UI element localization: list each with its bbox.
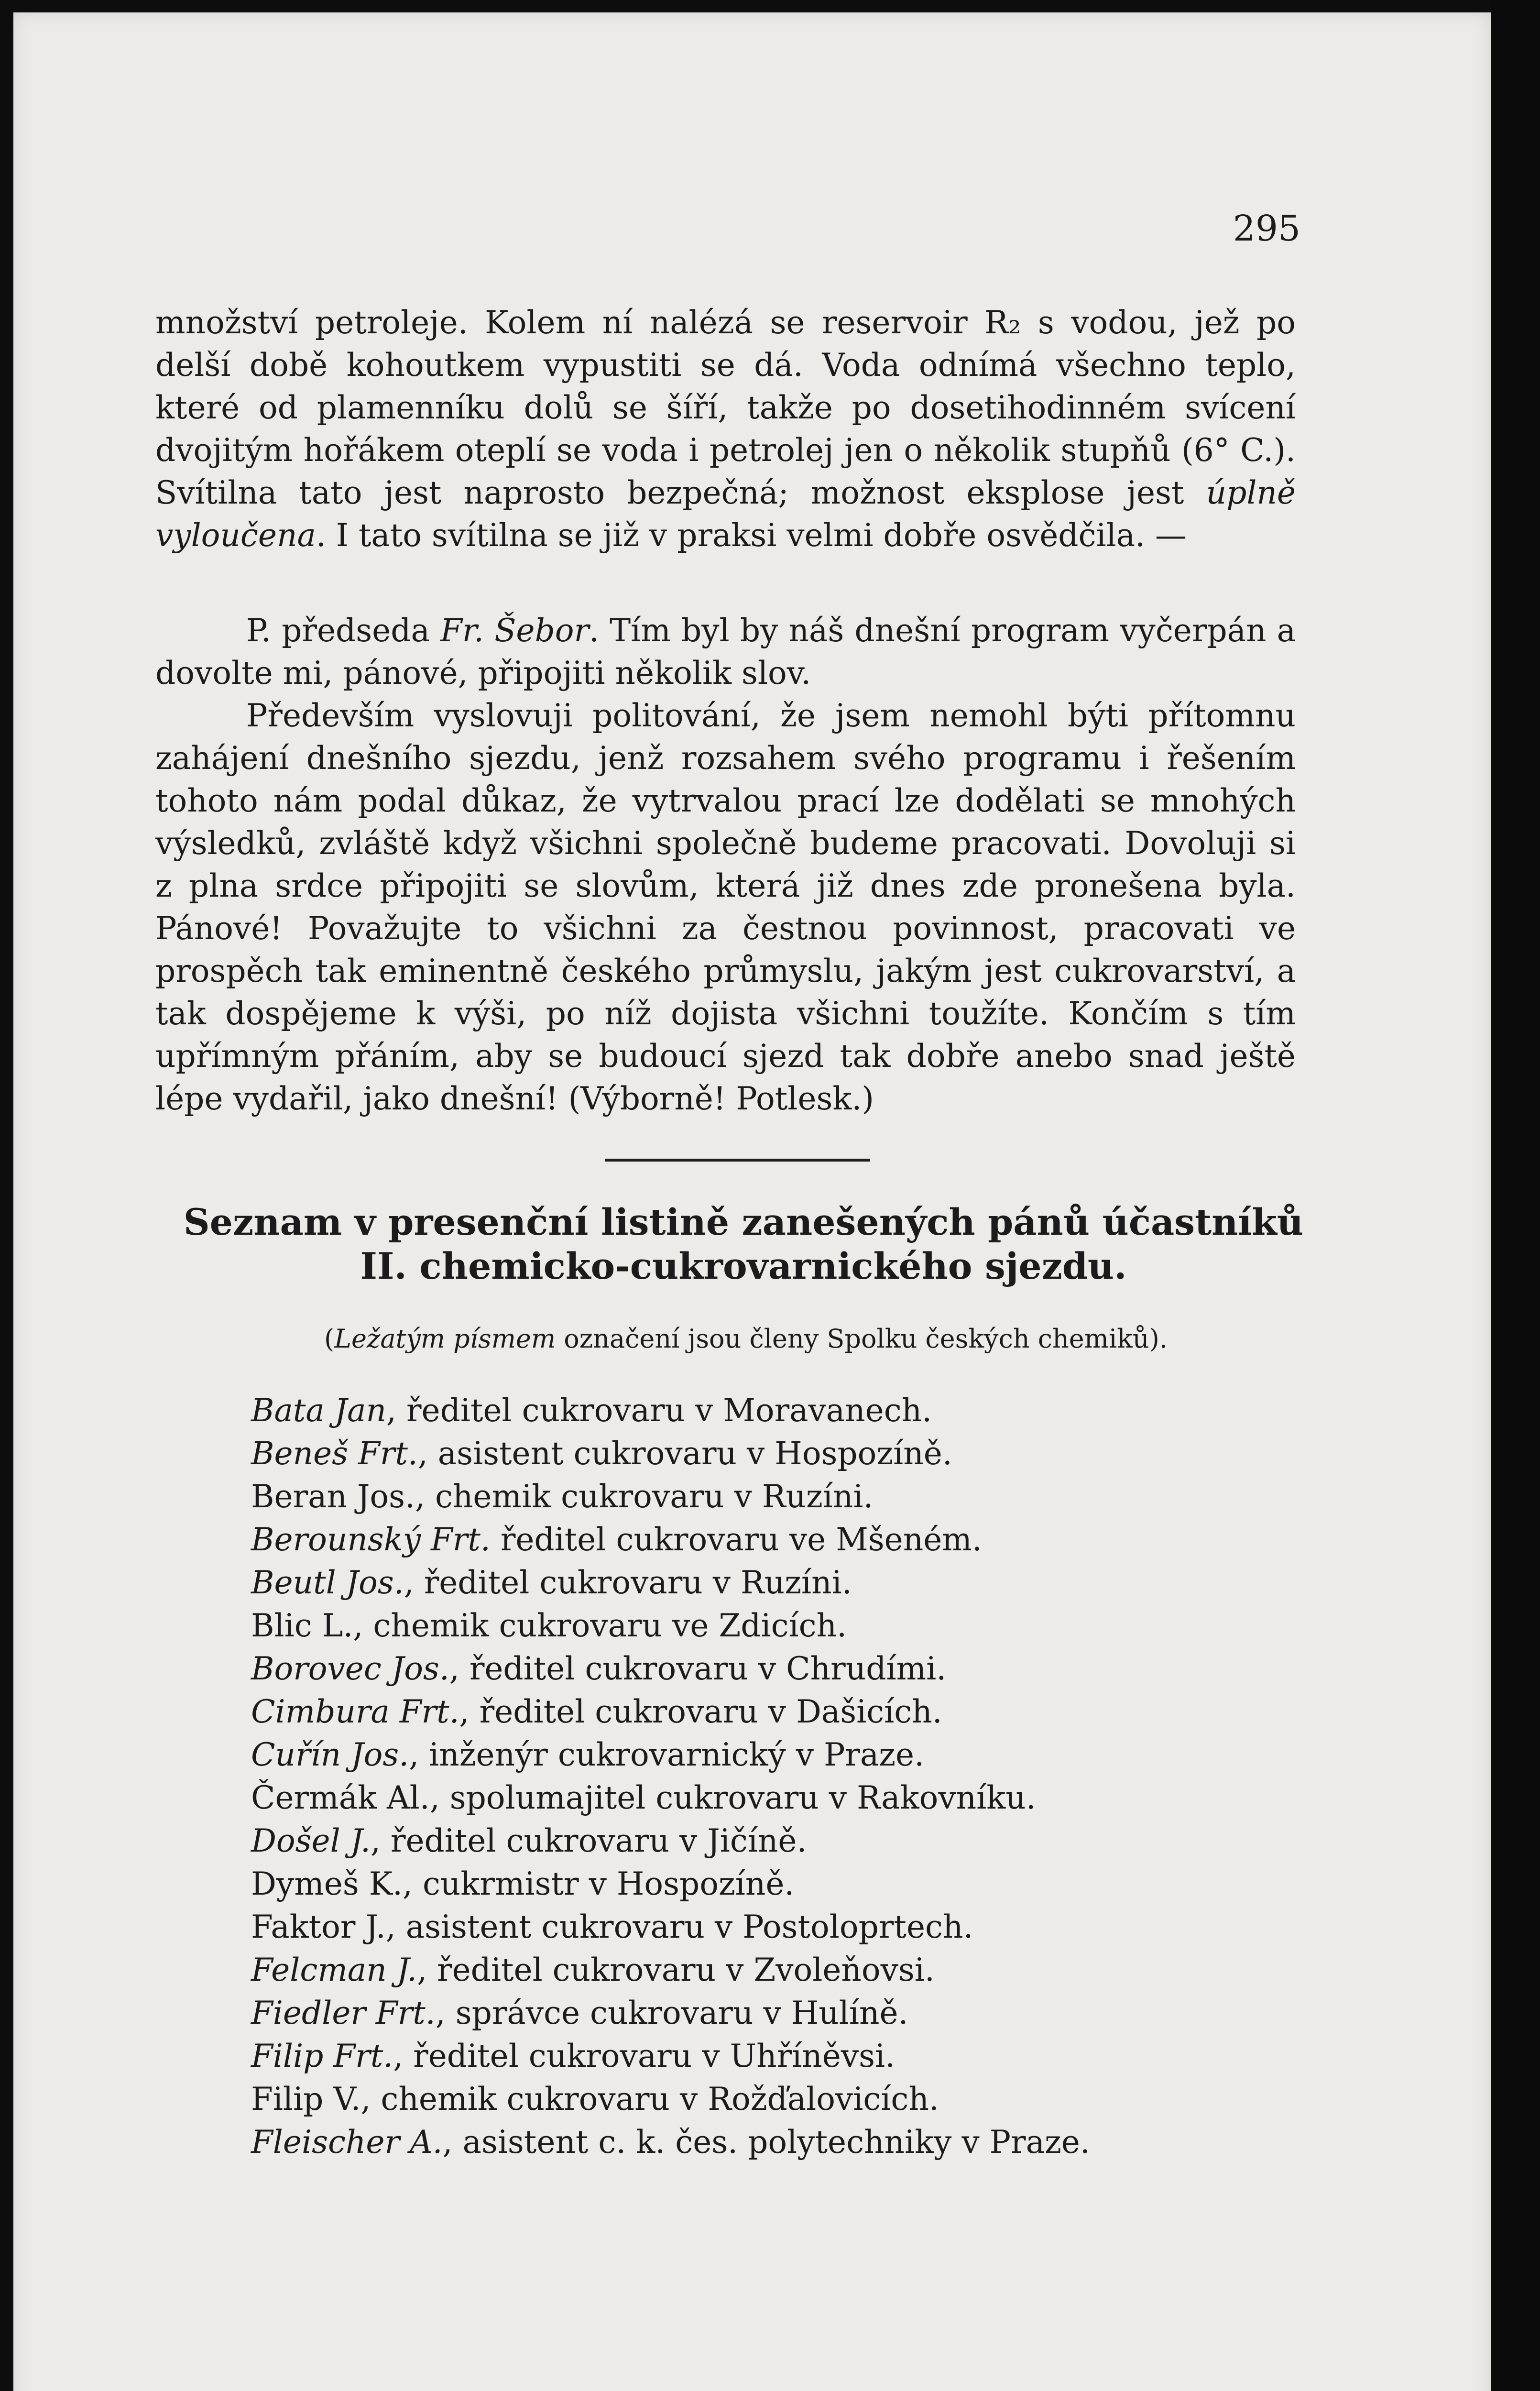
participant-role: , chemik cukrovaru ve Zdicích. [353,1607,847,1644]
note-rest: označení jsou členy Spolku českých chemiků). [556,1324,1168,1354]
participant-role: ředitel cukrovaru ve Mšeném. [490,1521,982,1558]
paragraph-chairman [155,609,1296,694]
paragraph-closing-speech [155,694,1296,1120]
participant-role: , asistent cukrovaru v Postoloprtech. [385,1908,973,1945]
text-run-italic: Fr. Šebor [440,612,590,649]
participant-role: , inženýr cukrovarnický v Praze. [409,1736,925,1773]
participant-item [251,1733,1351,1777]
participant-role: , ředitel cukrovaru v Ruzíni. [404,1564,852,1601]
participant-name: Berounský Frt. [251,1521,491,1558]
participant-name: Faktor J. [251,1908,386,1945]
participant-item [251,1432,1351,1475]
participant-role: , ředitel cukrovaru v Zvoleňovsi. [417,1952,935,1988]
participant-role: , cukrmistr v Hospozíně. [402,1865,795,1902]
participant-item [251,1561,1351,1604]
note-italic: Ležatým písmem [334,1324,556,1354]
participant-item [251,1647,1351,1690]
participant-role: , ředitel cukrovaru v Chrudími. [449,1650,947,1687]
participant-name: Cuřín Jos. [251,1736,409,1773]
participant-name: Blic L. [251,1607,353,1644]
list-heading: Seznam v presenční listině zanešených pánů účastníků II. chemicko-cukrovarnického sjezdu. [183,1201,1304,1287]
text-run: Především vyslovuji politování, že jsem nemohl býti přítomnu zahájení dnešního sjezdu, jenž rozsahem svého programu i řešením tohoto nám podal důkaz, že vytrvalou prací lze dodělati se mnohých výsledků, zvláště když všichni společně budeme pracovati. Dovoluji si z plna srdce připojiti se slovům, která již dnes zde pronešena byla. Pánové! Považujte to všichni za čestnou povinnost, pracovati ve prospěch tak eminentně českého průmyslu, jakým jest cukrovarství, a tak dospějeme k výši, po níž dojista všichni toužíte. Končím s tím upřímným přáním, aby se budoucí sjezd tak dobře anebo snad ještě lépe vydařil, jako dnešní! (Výborně! Potlesk.) [155,697,1296,1117]
participant-name: Beneš Frt. [251,1435,418,1472]
participant-item [251,2078,1351,2121]
participant-item [251,1992,1351,2035]
participant-name: Fleischer A. [251,2124,443,2161]
participant-item [251,2121,1351,2164]
participant-item [251,1777,1351,1820]
participant-name: Čermák Al. [251,1779,430,1816]
participant-name: Bata Jan [251,1392,387,1429]
body-text [155,301,1296,1120]
page-number: 295 [1233,208,1300,249]
participant-name: Cimbura Frt. [251,1693,459,1730]
participant-item [251,1389,1351,1432]
participant-name: Dymeš K. [251,1865,403,1902]
participant-name: Borovec Jos. [251,1650,449,1687]
participant-name: Beutl Jos. [251,1564,404,1601]
participant-item [251,1949,1351,1992]
participant-item [251,1820,1351,1863]
section-divider [605,1159,870,1162]
participant-role: , asistent cukrovaru v Hospozíně. [417,1435,952,1472]
scan-edge [1491,0,1540,2391]
participant-name: Filip V. [251,2081,361,2117]
text-run: . Tím byl by náš dnešní program vyčerpán a dovolte mi, pánové, připojiti několik slov. [155,612,1296,691]
participant-name: Filip Frt. [251,2038,393,2074]
participant-item [251,1690,1351,1733]
paragraph-petroleum-lamp [155,301,1296,557]
text-run: množství petroleje. Kolem ní nalézá se reservoir R₂ s vodou, jež po delší době kohoutkem vypustiti se dá. Voda odnímá všechno teplo, které od plamenníku dolů se šíří, takže po dosetihodinném svícení dvojitým hořákem oteplí se voda i petrolej jen o několik stupňů (6° C.). Svítilna tato jest naprosto bezpečná; možnost eksplose jest [155,304,1296,511]
note-open: ( [324,1324,335,1354]
participant-role: , chemik cukrovaru v Rožďalovicích. [360,2081,939,2117]
participant-role: , spolumajitel cukrovaru v Rakovníku. [429,1779,1036,1816]
participant-item [251,1475,1351,1518]
text-run-italic: úplně vyloučena [155,474,1296,554]
participant-role: , asistent c. k. čes. polytechniky v Praze. [442,2124,1090,2161]
participant-name: Felcman J. [251,1952,417,1988]
text-run: . I tato svítilna se již v praksi velmi dobře osvědčila. — [316,517,1187,554]
text-run: P. předseda [246,612,440,649]
participant-list [251,1389,1351,2164]
participant-name: Fiedler Frt. [251,1995,436,2031]
participant-role: , ředitel cukrovaru v Dašicích. [459,1693,942,1730]
participant-item [251,1518,1351,1561]
participant-role: , správce cukrovaru v Hulíně. [435,1995,908,2031]
participant-name: Došel J. [251,1822,371,1859]
participant-item [251,1604,1351,1647]
participant-role: , ředitel cukrovaru v Uhříněvsi. [393,2038,896,2074]
participant-item [251,1906,1351,1949]
participant-item [251,2035,1351,2078]
list-note [239,1322,1253,1356]
participant-item [251,1863,1351,1906]
participant-name: Beran Jos. [251,1478,415,1515]
participant-role: , ředitel cukrovaru v Jičíně. [370,1822,807,1859]
participant-role: , ředitel cukrovaru v Moravanech. [386,1392,932,1429]
participant-role: , chemik cukrovaru v Ruzíni. [415,1478,874,1515]
